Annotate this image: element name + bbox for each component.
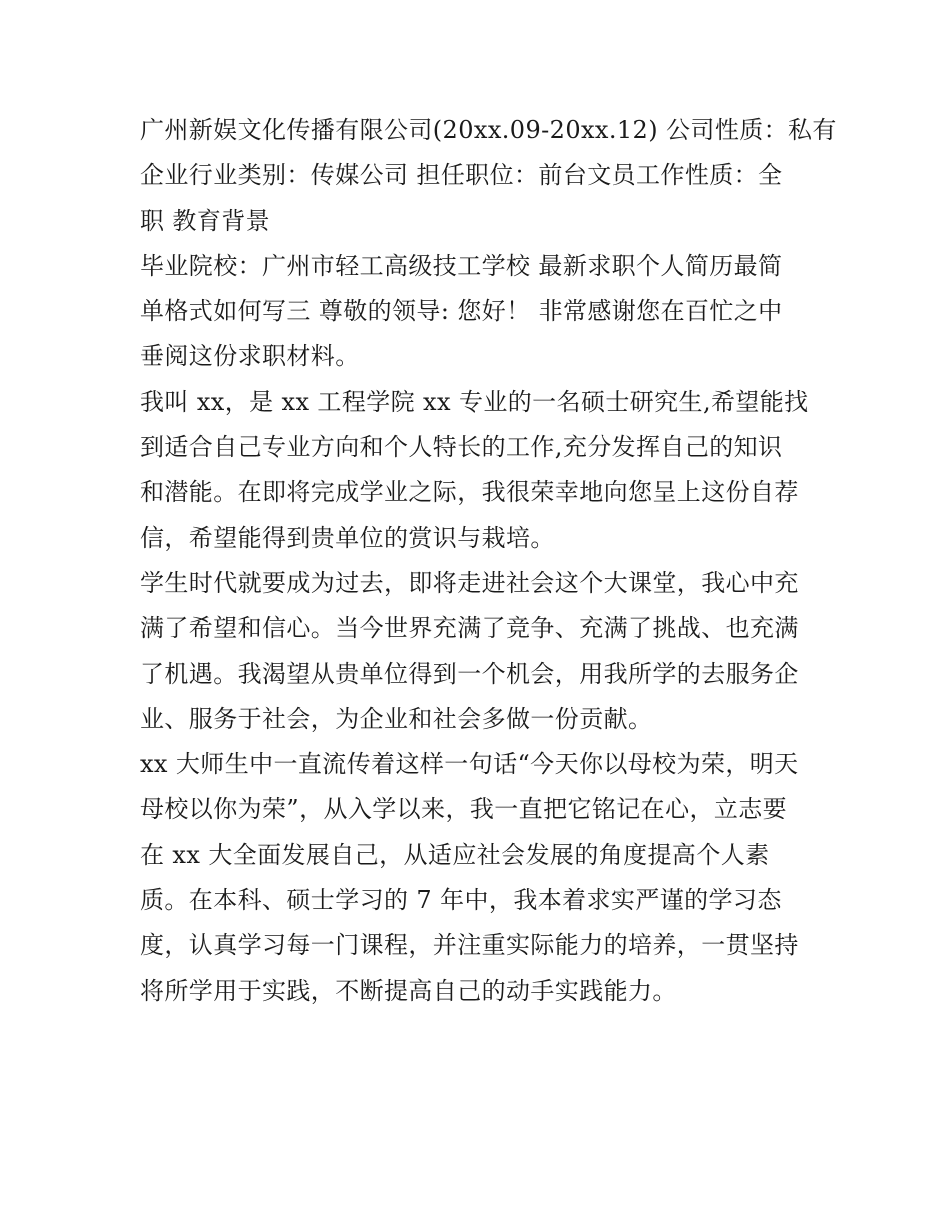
text-line: 了机遇。我渴望从贵单位得到一个机会，用我所学的去服务企 xyxy=(140,659,799,688)
text-line: 广州新娱文化传播有限公司(20xx.09-20xx.12) 公司性质：私有 xyxy=(140,116,837,144)
text-line: 到适合自己专业方向和个人特长的工作,充分发挥自己的知识 xyxy=(140,433,783,462)
text-line: 单格式如何写三 尊敬的领导: 您好！ 非常感谢您在百忙之中 xyxy=(140,297,783,326)
paragraph-introduction xyxy=(140,380,815,561)
text-line: 满了希望和信心。当今世界充满了竞争、充满了挑战、也充满 xyxy=(140,614,799,643)
text-line: xx 大师生中一直流传着这样一句话“今天你以母校为荣，明天 xyxy=(140,750,799,779)
text-line: 毕业院校：广州市轻工高级技工学校 最新求职个人简历最简 xyxy=(140,251,783,280)
text-line: 我叫 xx，是 xx 工程学院 xx 专业的一名硕士研究生,希望能找 xyxy=(140,387,809,416)
text-line: 母校以你为荣”，从入学以来，我一直把它铭记在心，立志要 xyxy=(140,795,788,824)
paragraph-school-greeting xyxy=(140,244,815,380)
text-line: 度，认真学习每一门课程，并注重实际能力的培养，一贯坚持 xyxy=(140,931,799,960)
text-line: 企业行业类别：传媒公司 担任职位：前台文员工作性质：全 xyxy=(140,161,783,190)
paragraph-aspiration xyxy=(140,561,815,742)
text-line: 和潜能。在即将完成学业之际，我很荣幸地向您呈上这份自荐 xyxy=(140,478,799,507)
text-line: 在 xx 大全面发展自己，从适应社会发展的角度提高个人素 xyxy=(140,840,770,869)
text-line: 业、服务于社会，为企业和社会多做一份贡献。 xyxy=(140,704,653,733)
paragraph-study-experience xyxy=(140,742,815,1014)
text-line: 职 教育背景 xyxy=(140,206,271,235)
document-body xyxy=(140,108,837,1014)
text-line: 信，希望能得到贵单位的赏识与栽培。 xyxy=(140,523,555,552)
text-line: 学生时代就要成为过去，即将走进社会这个大课堂，我心中充 xyxy=(140,568,799,597)
text-line: 将所学用于实践，不断提高自己的动手实践能力。 xyxy=(140,976,677,1005)
text-line: 垂阅这份求职材料。 xyxy=(140,342,360,371)
text-line: 质。在本科、硕士学习的 7 年中，我本着求实严谨的学习态 xyxy=(140,886,782,915)
paragraph-company-info xyxy=(140,108,837,244)
